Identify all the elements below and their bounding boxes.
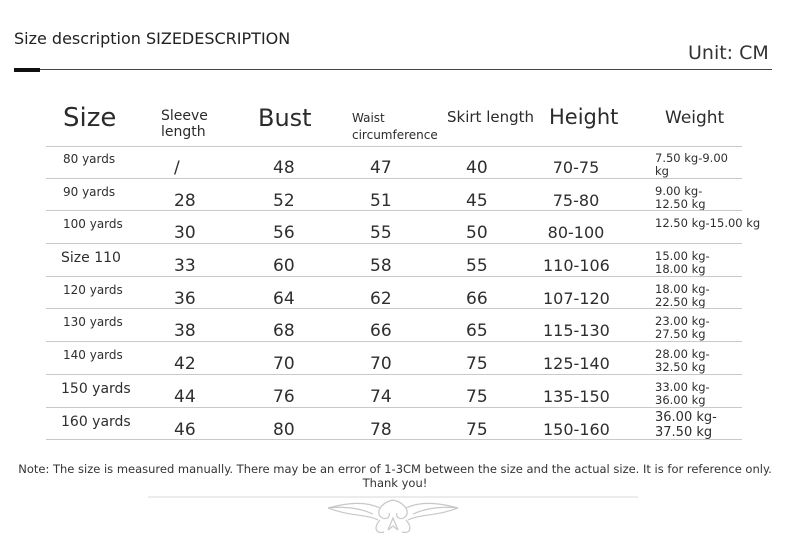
cell-size: Size 110 bbox=[61, 250, 121, 267]
cell-height: 107-120 bbox=[543, 288, 610, 308]
header-waist-circumference: Waist circumference bbox=[352, 111, 438, 142]
cell-skirt: 66 bbox=[466, 288, 488, 309]
cell-weight: 36.00 kg-37.50 kg bbox=[655, 409, 717, 440]
cell-height: 70-75 bbox=[552, 158, 600, 177]
cell-size: 130 yards bbox=[63, 315, 123, 330]
cell-skirt: 65 bbox=[466, 321, 488, 342]
cell-bust: 76 bbox=[273, 386, 295, 407]
cell-size: 150 yards bbox=[61, 380, 131, 397]
cell-waist: 78 bbox=[370, 419, 392, 440]
cell-bust: 52 bbox=[273, 190, 295, 211]
cell-waist: 62 bbox=[370, 288, 392, 309]
table-row bbox=[0, 211, 790, 244]
cell-weight: 12.50 kg-15.00 kg bbox=[655, 216, 761, 231]
cell-sleeve: 28 bbox=[174, 190, 196, 211]
cell-sleeve: 42 bbox=[174, 354, 196, 375]
cell-skirt: 40 bbox=[466, 158, 488, 178]
size-table bbox=[0, 146, 790, 440]
cell-waist: 58 bbox=[370, 256, 392, 277]
cell-size: 120 yards bbox=[63, 282, 123, 297]
table-row bbox=[0, 375, 790, 408]
title-accent-bar bbox=[14, 68, 40, 72]
cell-sleeve: 44 bbox=[174, 386, 196, 407]
flourish-ornament-icon bbox=[148, 490, 638, 538]
cell-height: 115-130 bbox=[543, 321, 610, 341]
page-title: Size description SIZEDESCRIPTION bbox=[14, 29, 291, 48]
cell-skirt: 75 bbox=[466, 419, 488, 440]
cell-height: 135-150 bbox=[543, 386, 610, 406]
table-row bbox=[0, 146, 790, 179]
table-row bbox=[0, 277, 790, 310]
measurement-note: Note: The size is measured manually. There may be an error of 1-3CM between the size and the actual size. It is for reference only. Thank you! bbox=[18, 462, 772, 490]
cell-bust: 48 bbox=[273, 158, 295, 178]
cell-size: 160 yards bbox=[61, 413, 131, 430]
cell-sleeve: 38 bbox=[174, 321, 196, 342]
cell-bust: 80 bbox=[273, 419, 295, 440]
cell-waist: 47 bbox=[370, 158, 392, 178]
cell-height: 125-140 bbox=[543, 354, 610, 374]
table-row bbox=[0, 408, 790, 441]
header-weight: Weight bbox=[665, 108, 725, 128]
header-height: Height bbox=[549, 105, 619, 129]
cell-skirt: 45 bbox=[466, 190, 488, 211]
cell-height: 75-80 bbox=[552, 190, 600, 210]
header-sleeve-length: Sleeve length bbox=[161, 108, 208, 140]
table-row bbox=[0, 179, 790, 212]
cell-size: 140 yards bbox=[63, 348, 123, 363]
title-divider bbox=[14, 69, 772, 70]
cell-sleeve: 33 bbox=[174, 256, 196, 277]
cell-weight: 15.00 kg-18.00 kg bbox=[655, 249, 710, 277]
cell-size: 90 yards bbox=[63, 184, 116, 199]
cell-height: 80-100 bbox=[547, 223, 605, 243]
unit-label: Unit: CM bbox=[688, 42, 769, 64]
cell-skirt: 75 bbox=[466, 386, 488, 407]
row-divider bbox=[46, 439, 742, 440]
cell-height: 110-106 bbox=[543, 256, 610, 276]
cell-waist: 70 bbox=[370, 354, 392, 375]
cell-waist: 51 bbox=[370, 190, 392, 211]
cell-sleeve: 46 bbox=[174, 419, 196, 440]
cell-weight: 7.50 kg-9.00 kg bbox=[655, 151, 728, 178]
header-size: Size bbox=[63, 103, 117, 133]
cell-skirt: 50 bbox=[466, 223, 488, 244]
table-row bbox=[0, 244, 790, 277]
cell-weight: 28.00 kg-32.50 kg bbox=[655, 347, 710, 375]
cell-weight: 9.00 kg-12.50 kg bbox=[655, 183, 706, 211]
cell-bust: 56 bbox=[273, 223, 295, 244]
cell-bust: 60 bbox=[273, 256, 295, 277]
cell-weight: 23.00 kg-27.50 kg bbox=[655, 314, 710, 342]
cell-size: 100 yards bbox=[63, 217, 123, 232]
table-row bbox=[0, 342, 790, 375]
cell-skirt: 55 bbox=[466, 256, 488, 277]
cell-bust: 64 bbox=[273, 288, 295, 309]
cell-height: 150-160 bbox=[543, 419, 610, 439]
cell-sleeve: 30 bbox=[174, 223, 196, 244]
cell-waist: 55 bbox=[370, 223, 392, 244]
cell-sleeve: 36 bbox=[174, 288, 196, 309]
header-skirt-length: Skirt length bbox=[447, 108, 535, 126]
cell-waist: 66 bbox=[370, 321, 392, 342]
header-bust: Bust bbox=[258, 104, 312, 132]
cell-weight: 33.00 kg-36.00 kg bbox=[655, 379, 710, 407]
cell-skirt: 75 bbox=[466, 354, 488, 375]
cell-size: 80 yards bbox=[63, 152, 116, 166]
table-row bbox=[0, 309, 790, 342]
cell-bust: 70 bbox=[273, 354, 295, 375]
cell-weight: 18.00 kg-22.50 kg bbox=[655, 281, 710, 309]
cell-waist: 74 bbox=[370, 386, 392, 407]
cell-bust: 68 bbox=[273, 321, 295, 342]
cell-sleeve: / bbox=[174, 158, 180, 178]
